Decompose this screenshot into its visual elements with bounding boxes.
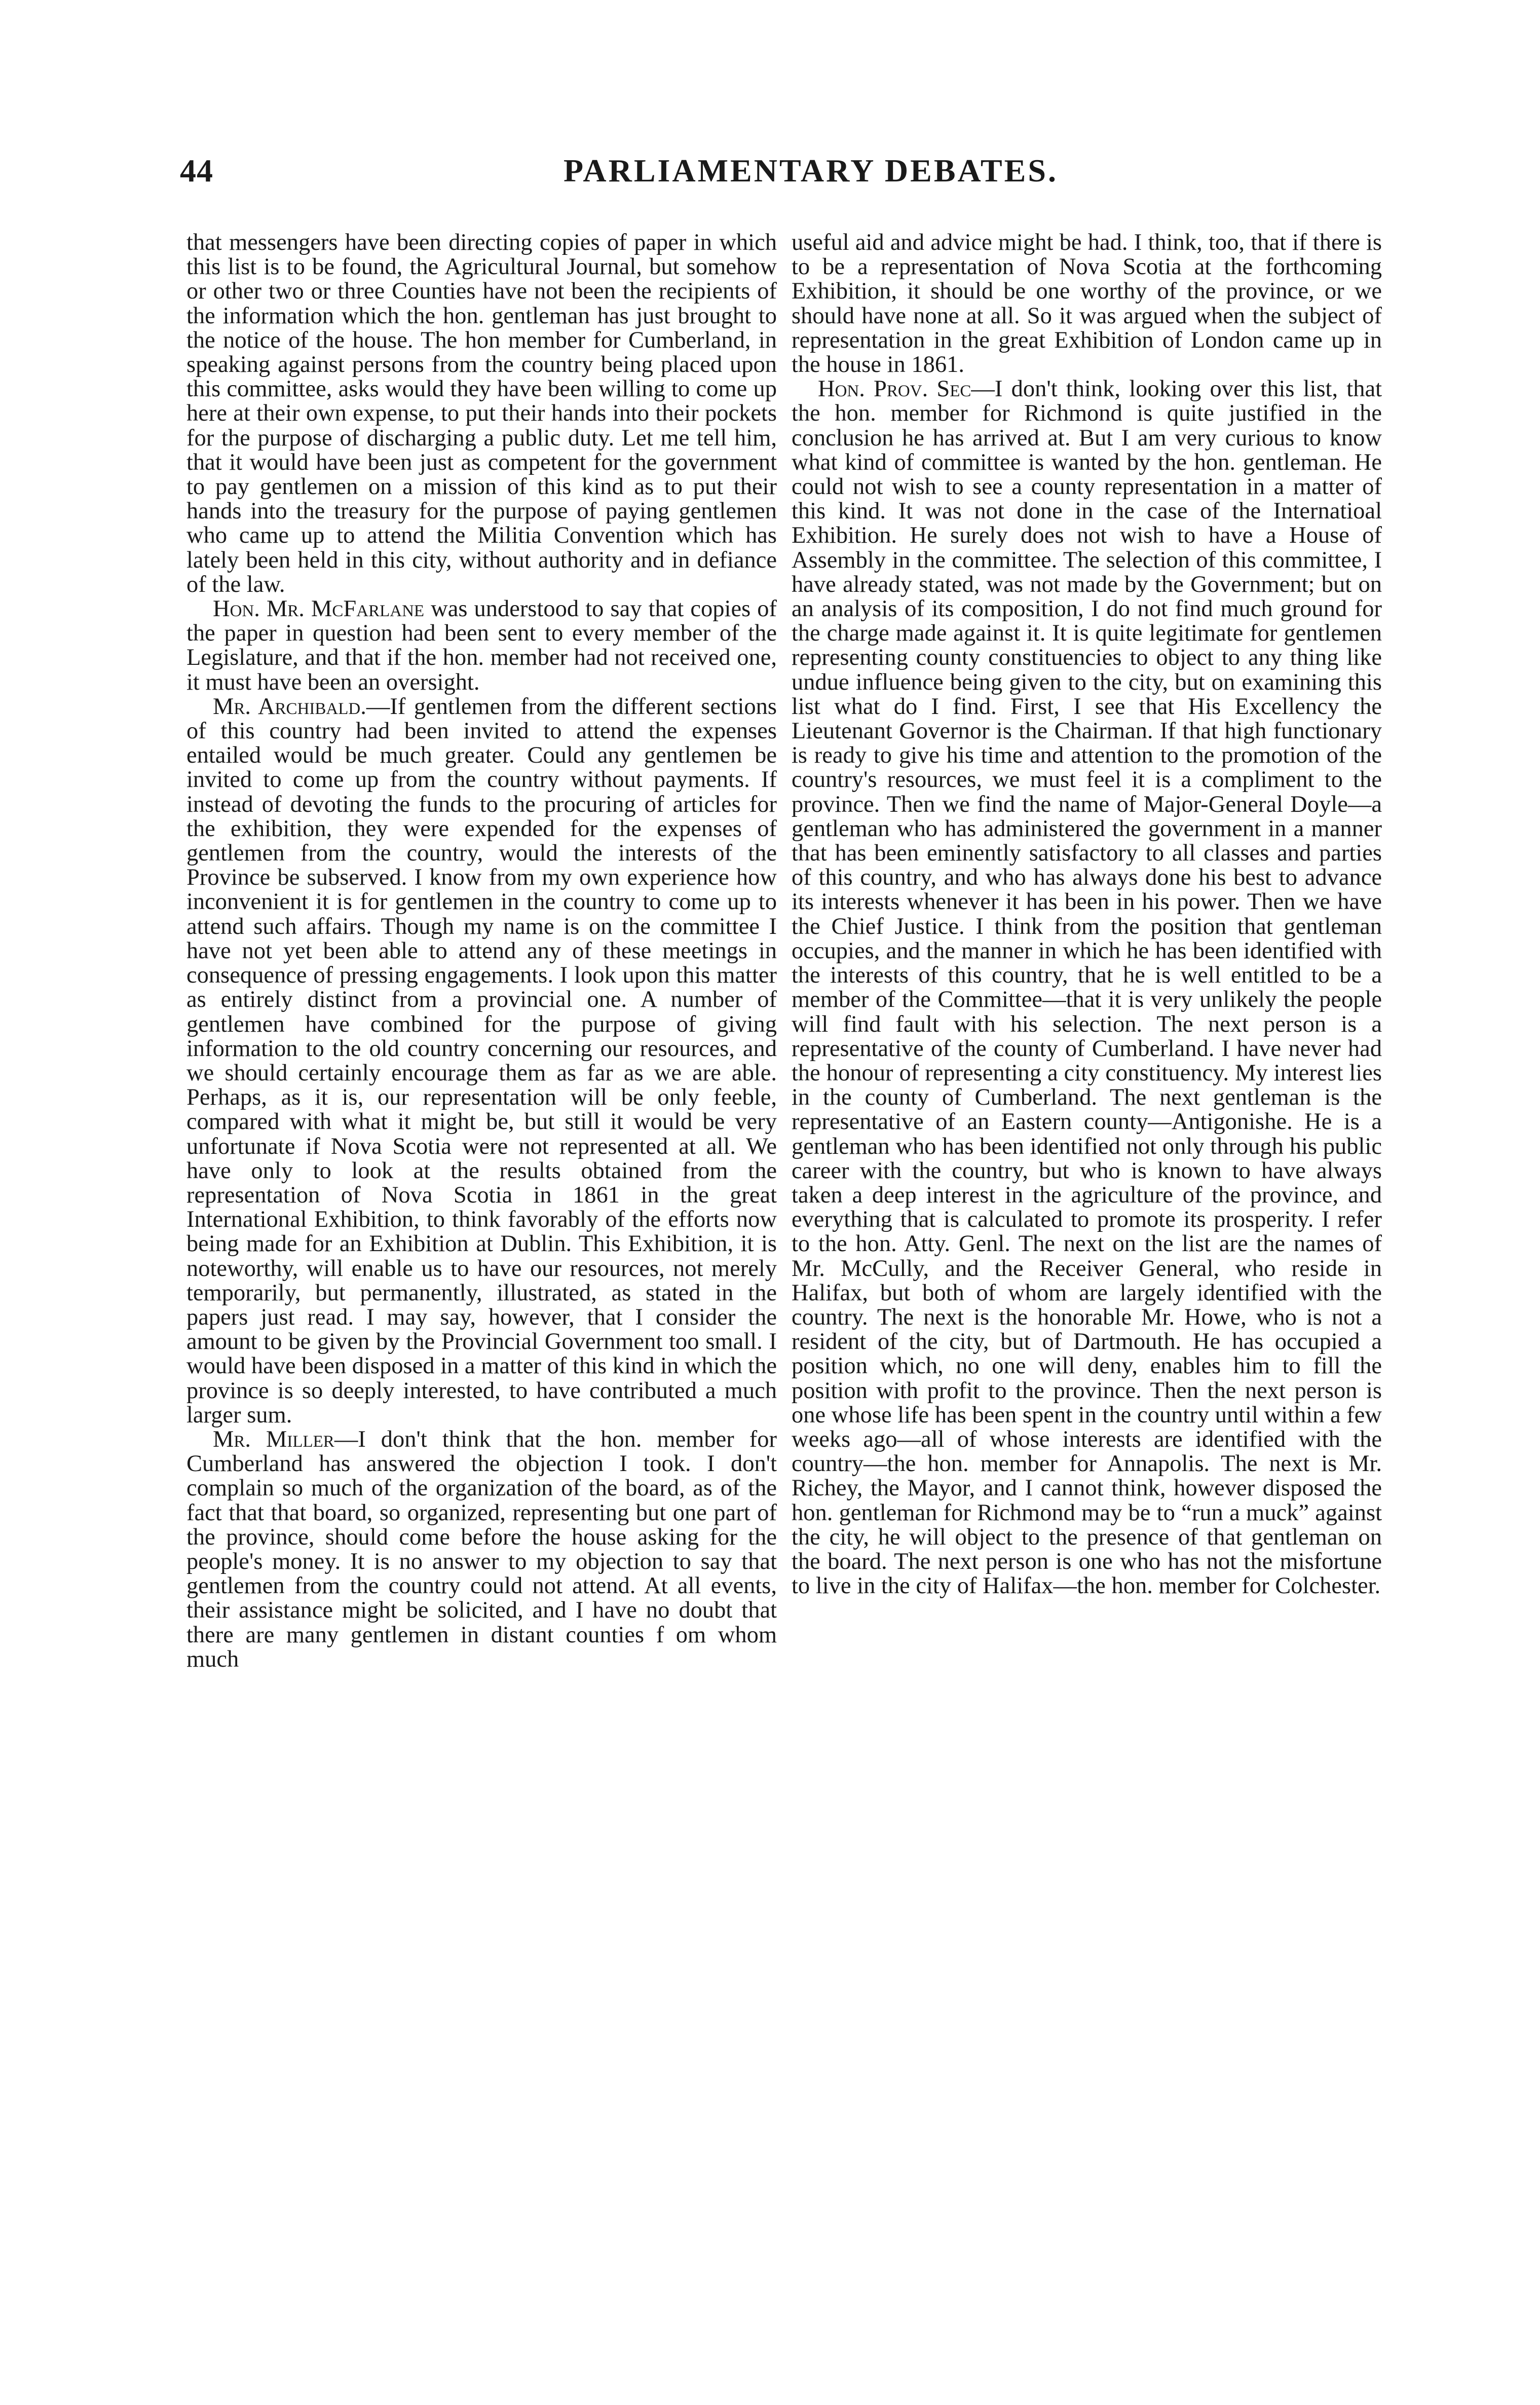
paragraph-text: that messengers have been directing copies of paper in which this list is to be found, the Agricultural Journal, but somehow or other two or three Counties have not been the recipients of the information which the hon. gentleman has just brought to the notice of the house. The hon member for Cumberland, in speaking against persons from the country being placed upon this committee, asks would they have been willing to come up here at their own expense, to put their hands into their pockets for the purpose of discharging a public duty. Let me tell him, that it would have been just as competent for the government to pay gentlemen on a mission of this kind as to put their hands into the treasury for the purpose of paying gentlemen who came up to attend the Militia Convention which has lately been held in this city, without authority and in defiance of the law. bbox=[186, 230, 777, 597]
paragraph-text: was understood to say that copies of the paper in question had been sent to every member of the Legislature, and that if the hon. member had not received one, it must have been an oversight. bbox=[186, 596, 777, 695]
paragraph bbox=[186, 231, 777, 597]
speaker-name: Mr. Archibald. bbox=[213, 693, 366, 720]
left-column bbox=[186, 231, 777, 1672]
speaker-name: Mr. Miller bbox=[213, 1426, 334, 1452]
speaker-name: Hon. Mr. McFarlane bbox=[213, 596, 425, 622]
paragraph-text: —If gentlemen from the different sections of this country had been invited to attend the expenses entailed would be much greater. Could any gentlemen be invited to come up from the country without payments. If instead of devoting the funds to the procuring of articles for the exhibition, they were expended for the expenses of gentlemen from the country, would the interests of the Province be subserved. I know from my own experience how inconvenient it is for gentlemen in the country to come up to attend such affairs. Though my name is on the committee I have not yet been able to attend any of these meetings in consequence of pressing engagements. I look upon this matter as entirely distinct from a provincial one. A number of gentlemen have combined for the purpose of giving information to the old country concerning our resources, and we should certainly encourage them as far as we are able. Perhaps, as it is, our representation will be only feeble, compared with what it might be, but still it would be very unfortunate if Nova Scotia were not represented at all. We have only to look at the results obtained from the representation of Nova Scotia in 1861 in the great International Exhibition, to think favorably of the efforts now being made for an Exhibition at Dublin. This Exhibition, it is noteworthy, will enable us to have our resources, not merely temporarily, but permanently, illustrated, as stated in the papers just read. I may say, however, that I consider the amount to be given by the Provincial Government too small. I would have been disposed in a matter of this kind in which the province is so deeply interested, to have contributed a much larger sum. bbox=[186, 693, 777, 1428]
paragraph-text: —I don't think, looking over this list, that the hon. member for Richmond is quite justified in the conclusion he has arrived at. But I am very curious to know what kind of committee is wanted by the hon. gentleman. He could not wish to see a county representation in a matter of this kind. It was not done in the case of the Internatioal Exhibition. He surely does not wish to have a House of Assembly in the committee. The selection of this committee, I have already stated, was not made by the Government; but on an analysis of its composition, I do not find much ground for the charge made against it. It is quite legitimate for gentlemen representing county constituencies to object to any thing like undue influence being given to the city, but on examining this list what do I find. First, I see that His Excellency the Lieutenant Governor is the Chairman. If that high functionary is ready to give his time and attention to the promotion of the country's resources, we must feel it is a compliment to the province. Then we find the name of Major-General Doyle—a gentleman who has administered the government in a manner that has been eminently satisfactory to all classes and parties of this country, and who has always done his best to advance its interests whenever it has been in his power. Then we have the Chief Justice. I think from the position that gentleman occupies, and the manner in which he has been identified with the interests of this country, that he is well entitled to be a member of the Committee—that it is very unlikely the people will find fault with his selection. The next person is a representative of the county of Cumberland. I have never had the honour of representing a city constituency. My interest lies in the county of Cumberland. The next gentleman is the representative of an Eastern county—Antigonishe. He is a gentleman who has been identified not only through his public career with the country, but who is known to have always taken a deep interest in the agriculture of the province, and everything that is calculated to promote its prosperity. I refer to the hon. Atty. Genl. The next on the list are the names of Mr. McCully, and the Receiver General, who reside in Halifax, but both of whom are largely identified with the country. The next is the honorable Mr. Howe, who is not a resident of the city, but of Dartmouth. He has occupied a position which, no one will deny, enables him to fill the position with profit to the province. Then the next person is one whose life has been spent in the country until within a few weeks ago—all of whose interests are identified with the country—the hon. member for Annapolis. The next is Mr. Richey, the Mayor, and I cannot think, however disposed the hon. gentleman for Richmond may be to “run a muck” against the city, he will object to the presence of that gentleman on the board. The next person is one who has not the misfortune to live in the city of Halifax—the hon. member for Colchester. bbox=[792, 376, 1382, 1599]
paragraph bbox=[792, 377, 1382, 1598]
running-title: PARLIAMENTARY DEBATES. bbox=[564, 153, 1058, 189]
paragraph bbox=[186, 695, 777, 1427]
right-column bbox=[792, 231, 1382, 1598]
paragraph bbox=[186, 597, 777, 695]
paragraph bbox=[792, 231, 1382, 377]
paragraph-text: useful aid and advice might be had. I think, too, that if there is to be a representation of Nova Scotia at the forthcoming Exhibition, it should be one worthy of the province, or we should have none at all. So it was argued when the subject of representation in the great Exhibition of London came up in the house in 1861. bbox=[792, 230, 1382, 378]
page-number: 44 bbox=[180, 153, 213, 189]
paragraph bbox=[186, 1427, 777, 1672]
paragraph-text: —I don't think that the hon. member for Cumberland has answered the objection I took. I don't complain so much of the organization of the board, as of the fact that that board, so organized, representing but one part of the province, should come before the house asking for the people's money. It is no answer to my objection to say that gentlemen from the country could not attend. At all events, their assistance might be solicited, and I have no doubt that there are many gentlemen in distant counties f om whom much bbox=[186, 1426, 777, 1672]
speaker-name: Hon. Prov. Sec bbox=[818, 376, 971, 402]
